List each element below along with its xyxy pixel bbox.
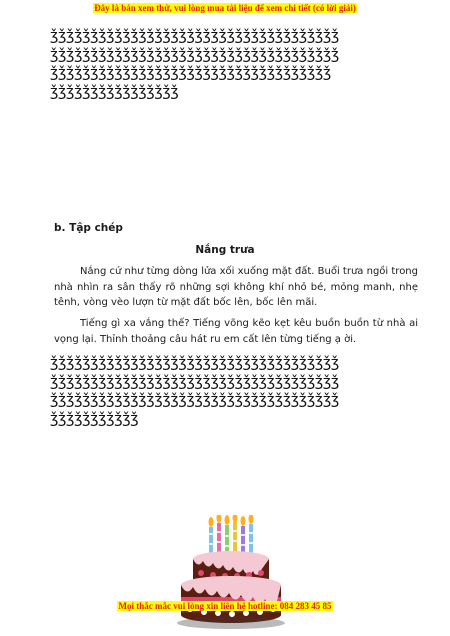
hotline-banner bbox=[0, 600, 450, 612]
birthday-cake-icon bbox=[176, 515, 286, 635]
preview-notice-banner bbox=[0, 2, 450, 14]
section-heading: b. Tập chép bbox=[54, 222, 123, 234]
candles bbox=[209, 515, 254, 557]
passage-title: Nắng trưa bbox=[195, 244, 255, 256]
hotline-text: Mọi thắc mắc vui lòng xin liên hệ hotline: 084 283 45 85 bbox=[118, 601, 332, 611]
passage-paragraph-1: Nắng cứ như từng dòng lửa xối xuống mặt đất. Buổi trưa ngồi trong nhà nhìn ra sân thấy rõ những sợi không khí nhỏ bé, mỏng manh, nhẹ tênh, vòng vèo lượn từ mặt đất bốc lên, bốc lên mãi. bbox=[54, 266, 418, 308]
passage-paragraph-2: Tiếng gì xa vắng thế? Tiếng võng kẽo kẹt kêu buồn buồn từ nhà ai vọng lại. Thỉnh thoảng câu hát ru em cất lên từng tiếng ạ ời. bbox=[54, 318, 418, 345]
handwriting-practice-lines-top: ǯǯǯǯǯǯǯǯǯǯǯǯǯǯǯǯǯǯǯǯǯǯǯǯǯǯǯǯǯǯǯǯǯǯǯǯ ǯǯǯǯǯǯǯǯǯǯǯǯǯǯǯǯǯǯǯǯǯǯǯǯǯǯǯǯǯǯǯǯǯǯǯǯ ǯǯǯǯǯǯǯǯǯǯǯǯǯǯǯǯǯǯǯǯǯǯǯǯǯǯǯǯǯǯǯǯǯǯǯ ǯǯǯǯǯǯǯǯǯǯǯǯǯǯǯǯ bbox=[50, 28, 339, 100]
handwriting-practice-lines-bottom: ǯǯǯǯǯǯǯǯǯǯǯǯǯǯǯǯǯǯǯǯǯǯǯǯǯǯǯǯǯǯǯǯǯǯǯǯ ǯǯǯǯǯǯǯǯǯǯǯǯǯǯǯǯǯǯǯǯǯǯǯǯǯǯǯǯǯǯǯǯǯǯǯǯ ǯǯǯǯǯǯǯǯǯǯǯǯǯǯǯǯǯǯǯǯǯǯǯǯǯǯǯǯǯǯǯǯǯǯǯǯ ǯǯǯǯǯǯǯǯǯǯǯ bbox=[50, 355, 339, 427]
preview-notice-text: Đây là bản xem thử, vui lòng mua tài liệu để xem chi tiết (có lời giải) bbox=[94, 3, 356, 13]
